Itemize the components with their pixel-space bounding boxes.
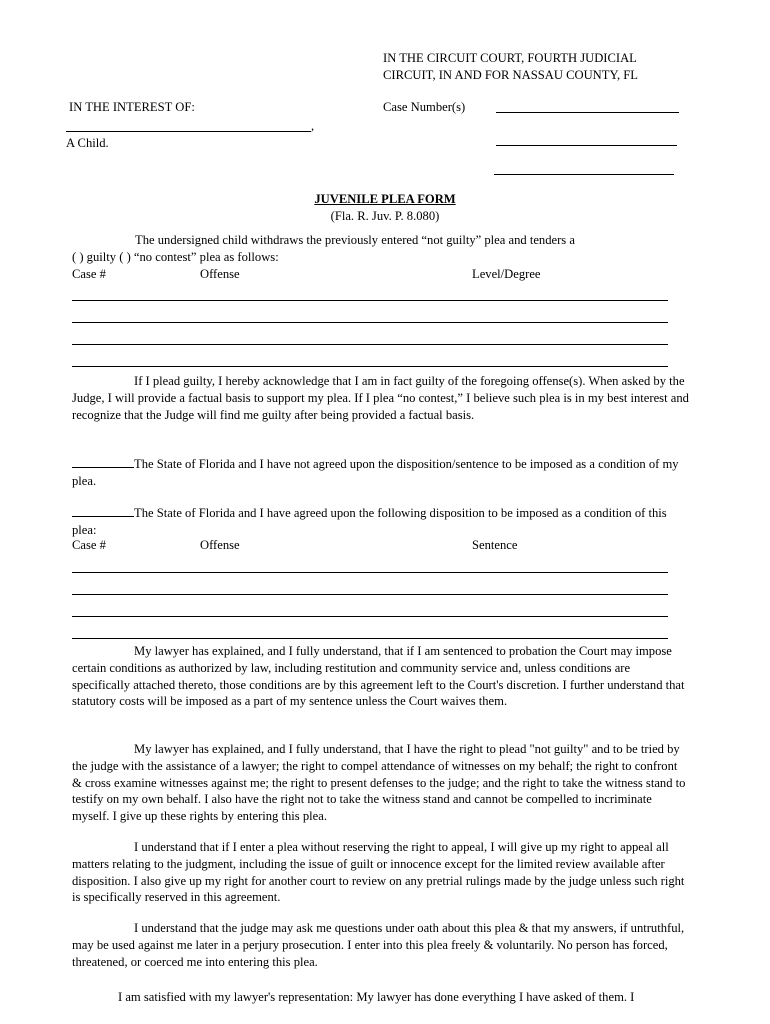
table2-sentence-header: Sentence <box>472 538 518 552</box>
table2-case-header: Case # <box>72 538 106 552</box>
case-number-label: Case Number(s) <box>383 100 466 114</box>
not-agreed-section <box>72 455 690 490</box>
a-child-label: A Child. <box>66 136 109 150</box>
table2-row-4[interactable] <box>72 638 668 639</box>
agreed-checkbox-line[interactable] <box>72 504 134 517</box>
table2-row-1[interactable] <box>72 572 668 573</box>
intro-line1: The undersigned child withdraws the previously entered “not guilty” plea and tenders a <box>135 233 575 247</box>
not-agreed-checkbox-line[interactable] <box>72 455 134 468</box>
form-title: JUVENILE PLEA FORM <box>314 192 456 206</box>
plea-choice-line[interactable]: ( ) guilty ( ) “no contest” plea as follows: <box>72 250 279 264</box>
table1-offense-header: Offense <box>200 267 240 281</box>
agreed-text: The State of Florida and I have agreed upon the following disposition to be imposed as a condition of this plea: <box>72 506 667 537</box>
court-heading-line2: CIRCUIT, IN AND FOR NASSAU COUNTY, FL <box>383 68 638 82</box>
child-name-comma: , <box>311 119 315 133</box>
probation-paragraph: My lawyer has explained, and I fully understand, that if I am sentenced to probation the Court may impose certain conditions as authorized by law, including restitution and community service and, unless conditions are specifically attached thereto, those conditions are by this agreement left to the Court's discretion. I further understand that statutory costs will be imposed as a part of my sentence unless the Court waives them. <box>72 644 685 709</box>
child-name-field[interactable] <box>66 131 311 132</box>
interest-of-label: IN THE INTEREST OF: <box>69 100 195 114</box>
case-number-field-1[interactable] <box>496 112 679 113</box>
case-number-field-3[interactable] <box>494 174 674 175</box>
lawyer-satisfaction-line: I am satisfied with my lawyer's representation: My lawyer has done everything I have asked of them. I <box>118 990 635 1004</box>
guilty-acknowledgment-paragraph: If I plead guilty, I hereby acknowledge that I am in fact guilty of the foregoing offense(s). When asked by the Judge, I will provide a factual basis to support my plea. If I plea “no contest,” I believe such plea is in my best interest and recognize that the Judge will find me guilty after being provided a factual basis. <box>72 374 689 422</box>
rights-paragraph: My lawyer has explained, and I fully understand, that I have the right to plead "not guilty" and to be tried by the judge with the assistance of a lawyer; the right to compel attendance of witnesses on my behalf; the right to confront & cross examine witnesses against me; the right to present defenses to the judge; and the right to take the witness stand to testify on my own behalf. I also have the right not to take the witness stand and cannot be compelled to incriminate myself. I give up these rights by entering this plea. <box>72 742 686 824</box>
table1-row-3[interactable] <box>72 344 668 345</box>
table1-row-1[interactable] <box>72 300 668 301</box>
court-heading-line1: IN THE CIRCUIT COURT, FOURTH JUDICIAL <box>383 51 637 65</box>
table2-row-3[interactable] <box>72 616 668 617</box>
oath-paragraph: I understand that the judge may ask me questions under oath about this plea & that my answers, if untruthful, may be used against me later in a perjury prosecution. I enter into this plea freely & voluntarily. No person has forced, threatened, or coerced me into entering this plea. <box>72 921 685 969</box>
appeal-paragraph: I understand that if I enter a plea without reserving the right to appeal, I will give up my right to appeal all matters relating to the judgment, including the issue of guilt or innocence except for the limited review available after disposition. I also give up my right for another court to review on any pretrial rulings made by the judge unless such right is specifically reserved in this agreement. <box>72 840 685 905</box>
table1-row-2[interactable] <box>72 322 668 323</box>
case-number-field-2[interactable] <box>496 145 677 146</box>
agreed-section <box>72 504 690 539</box>
table1-level-header: Level/Degree <box>472 267 541 281</box>
table2-offense-header: Offense <box>200 538 240 552</box>
table1-case-header: Case # <box>72 267 106 281</box>
form-rule-reference: (Fla. R. Juv. P. 8.080) <box>330 209 440 223</box>
table1-row-4[interactable] <box>72 366 668 367</box>
table2-row-2[interactable] <box>72 594 668 595</box>
not-agreed-text: The State of Florida and I have not agreed upon the disposition/sentence to be imposed as a condition of my plea. <box>72 457 679 488</box>
